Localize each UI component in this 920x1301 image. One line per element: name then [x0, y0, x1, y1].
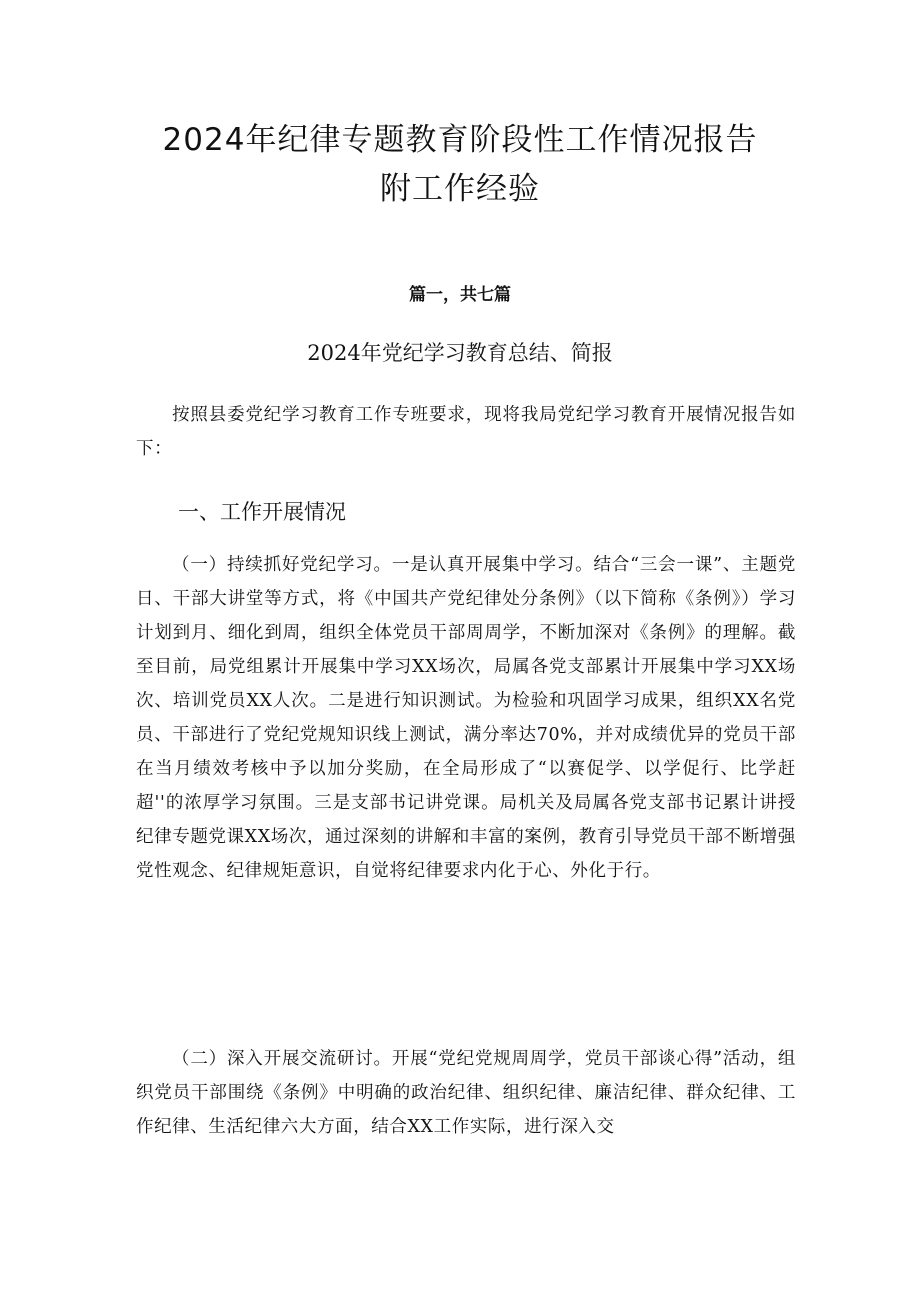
body-paragraph-1: （一）持续抓好党纪学习。一是认真开展集中学习。结合“三会一课”、主题党日、干部大讲堂等方式，将《中国共产党纪律处分条例》（以下简称《条例》）学习计划到月、细化到周，组织全体党员干部周周学，不断加深对《条例》的理解。截至目前，局党组累计开展集中学习XX场次，局属各党支部累计开展集中学习XX场次、培训党员XX人次。二是进行知识测试。为检验和巩固学习成果，组织XX名党员、干部进行了党纪党规知识线上测试，满分率达70%，并对成绩优异的党员干部在当月绩效考核中予以加分奖励，在全局形成了“以赛促学、以学促行、比学赶超''的浓厚学习氛围。三是支部书记讲党课。局机关及局属各党支部书记累计讲授纪律专题党课XX场次，通过深刻的讲解和丰富的案例，教育引导党员干部不断增强党性观念、纪律规矩意识，自觉将纪律要求内化于心、外化于行。 [136, 555, 796, 881]
document-subtitle: 2024年党纪学习教育总结、简报 [307, 341, 613, 365]
part-label: 篇一，共七篇 [409, 285, 511, 305]
document-title-line1: 2024年纪律专题教育阶段性工作情况报告 [162, 122, 758, 158]
section-heading-1: 一、工作开展情况 [178, 500, 346, 524]
body-paragraph-2: （二）深入开展交流研讨。开展“党纪党规周周学，党员干部谈心得”活动，组织党员干部围绕《条例》中明确的政治纪律、组织纪律、廉洁纪律、群众纪律、工作纪律、生活纪律六大方面，结合XX工作实际，进行深入交 [136, 1049, 796, 1137]
document-title-line2: 附工作经验 [380, 171, 540, 207]
intro-paragraph: 按照县委党纪学习教育工作专班要求，现将我局党纪学习教育开展情况报告如下： [136, 405, 796, 459]
